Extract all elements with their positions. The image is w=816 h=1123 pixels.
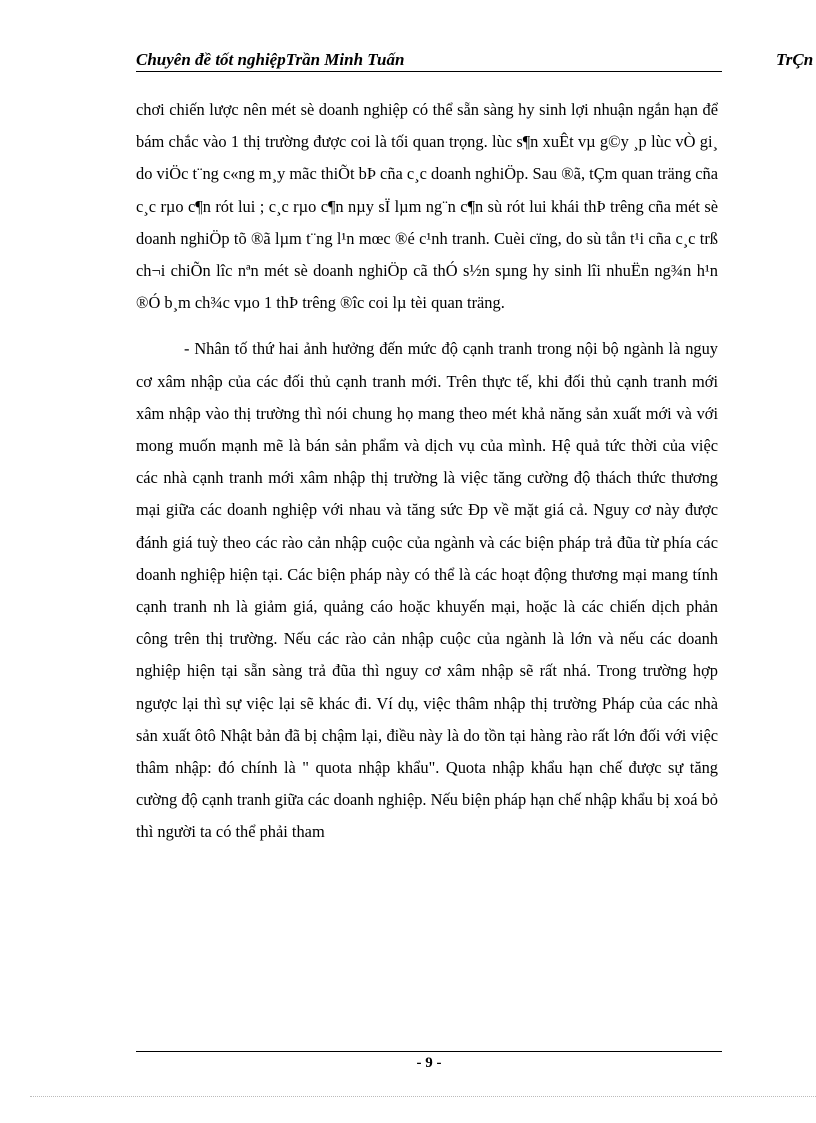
paragraph-2: - Nhân tố thứ hai ảnh hưởng đến mức độ cạnh tranh trong nội bộ ngành là nguy cơ xâm nhập của các đối thủ cạnh tranh mới. Trên thực tế, khi đối thủ cạnh tranh mới xâm nhập vào thị trường thì nói chung họ mang theo mét khả năng sản xuất mới và với mong muốn mạnh mẽ là bán sản phẩm và dịch vụ của mình. Hệ quả tức thời của việc các nhà cạnh tranh mới xâm nhập thị trường là việc tăng cường độ thách thức thương mại giữa các doanh nghiệp với nhau và tăng sức Đp về mặt giá cả. Nguy cơ này được đánh giá tuỳ theo các rào cản nhập cuộc của ngành và các biện pháp trả đũa từ phía các doanh nghiệp hiện tại. Các biện pháp này có thể là các hoạt động thương mại mang tính cạnh tranh nh là giảm giá, quảng cáo hoặc khuyến mại, hoặc là các chiến dịch phản công trên thị trường. Nếu các rào cản nhập cuộc của ngành là lớn và nếu các doanh nghiệp hiện tại sẵn sàng trả đũa thì nguy cơ xâm nhập sẽ rất nhá. Trong trường hợp ngược lại thì sự việc lại sẽ khác đi. Ví dụ, việc thâm nhập thị trường Pháp của các nhà sản xuất ôtô Nhật bản đã bị chậm lại, điều này là do tồn tại hàng rào rất lớn đối với việc thâm nhập: đó chính là " quota nhập khẩu". Quota nhập khẩu hạn chế được sự tăng cường độ cạnh tranh giữa các doanh nghiệp. Nếu biện pháp hạn chế nhập khẩu bị xoá bỏ thì người ta có thể phải tham: [136, 339, 718, 842]
page-number: - 9 -: [416, 1055, 442, 1071]
footer-rule: [136, 1051, 722, 1052]
page-edge-dotted-line: [30, 1096, 816, 1097]
page-body: [136, 94, 718, 849]
paragraph-gap: [136, 319, 718, 333]
header-rule: [136, 71, 722, 72]
paragraph-1: chơi chiến lược nên mét sè doanh nghiệp có thể sẵn sàng hy sinh lợi nhuận ngắn hạn để bám chắc vào 1 thị trường được coi là tối quan trọng. lùc s¶n xuÊt vµ g©y ¸p lùc vÒ gi¸ do viÖc t¨ng c«ng m¸y mãc thiÕt bÞ cña c¸c doanh nghiÖp. Sau ®ã, tÇm quan träng cña c¸c rµo c¶n rót lui ; c¸c rµo c¶n nµy sÏ lµm ng¨n c¶n sù rót lui khái thÞ trêng cña mét sè doanh nghiÖp tõ ®ã lµm t¨ng l¹n mœc ®é c¹nh tranh. Cuèi cïng, do sù tån t¹i cña c¸c trß ch¬i chiÕn lîc nªn mét sè doanh nghiÖp cã thÓ s½n sµng hy sinh lîi nhuËn ng¾n h¹n ®Ó b¸m ch¾c vµo 1 thÞ trêng ®îc coi lµ tèi quan träng.: [136, 100, 718, 313]
running-header: Chuyên đề tốt nghiệpTrần Minh Tuấn: [136, 50, 405, 69]
running-header-fragment: TrÇn: [776, 50, 814, 69]
